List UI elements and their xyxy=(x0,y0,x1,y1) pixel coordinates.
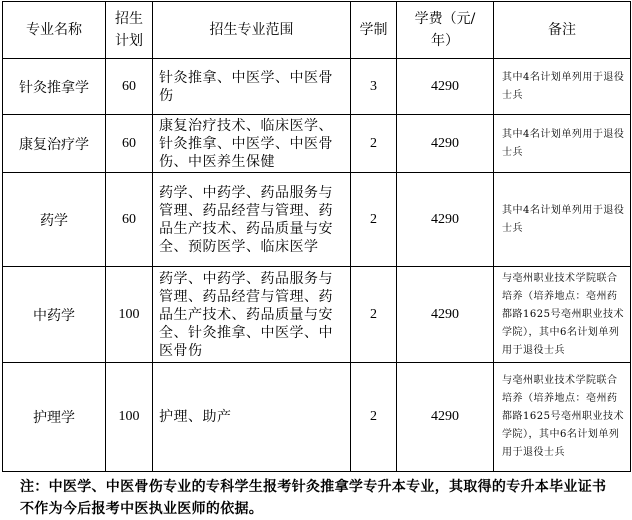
header-tuition xyxy=(397,2,494,59)
table-row xyxy=(3,363,631,472)
cell-quota: 100 xyxy=(106,267,153,363)
cell-quota: 100 xyxy=(106,363,153,472)
cell-quota: 60 xyxy=(106,173,153,267)
cell-major: 药学 xyxy=(3,173,106,267)
header-quota xyxy=(106,2,153,59)
cell-duration: 2 xyxy=(351,267,397,363)
cell-major: 中药学 xyxy=(3,267,106,363)
table-row xyxy=(3,267,631,363)
cell-tuition: 4290 xyxy=(397,267,494,363)
cell-major: 针灸推拿学 xyxy=(3,59,106,115)
cell-duration: 2 xyxy=(351,115,397,173)
cell-scope: 针灸推拿、中医学、中医骨伤 xyxy=(153,59,351,115)
cell-scope: 护理、助产 xyxy=(153,363,351,472)
cell-tuition: 4290 xyxy=(397,59,494,115)
table-row xyxy=(3,59,631,115)
cell-major: 护理学 xyxy=(3,363,106,472)
table-row xyxy=(3,173,631,267)
cell-tuition: 4290 xyxy=(397,363,494,472)
enrollment-table xyxy=(2,1,631,472)
cell-scope: 药学、中药学、药品服务与管理、药品经营与管理、药品生产技术、药品质量与安全、预防医学、临床医学 xyxy=(153,173,351,267)
cell-duration: 3 xyxy=(351,59,397,115)
header-remarks: 备注 xyxy=(494,2,631,59)
cell-duration: 2 xyxy=(351,363,397,472)
footnote: 注：中医学、中医骨伤专业的专科学生报考针灸推拿学专升本专业，其取得的专升本毕业证书不作为今后报考中医执业医师的依据。 xyxy=(20,479,607,517)
header-scope: 招生专业范围 xyxy=(153,2,351,59)
cell-tuition: 4290 xyxy=(397,173,494,267)
header-tuition-text: 学费（元/年） xyxy=(414,11,476,49)
header-row xyxy=(3,2,631,59)
table-row xyxy=(3,115,631,173)
cell-tuition: 4290 xyxy=(397,115,494,173)
cell-remarks: 与亳州职业技术学院联合培养（培养地点：亳州药都路1625号亳州职业技术学院），其中6名计划单列用于退役士兵 xyxy=(494,363,631,472)
header-quota-text: 招生计划 xyxy=(115,11,143,49)
cell-duration: 2 xyxy=(351,173,397,267)
cell-quota: 60 xyxy=(106,59,153,115)
cell-remarks: 与亳州职业技术学院联合培养（培养地点：亳州药都路1625号亳州职业技术学院），其中6名计划单列用于退役士兵 xyxy=(494,267,631,363)
cell-major: 康复治疗学 xyxy=(3,115,106,173)
cell-scope: 康复治疗技术、临床医学、针灸推拿、中医学、中医骨伤、中医养生保健 xyxy=(153,115,351,173)
cell-quota: 60 xyxy=(106,115,153,173)
cell-remarks: 其中4名计划单列用于退役士兵 xyxy=(494,173,631,267)
cell-remarks: 其中4名计划单列用于退役士兵 xyxy=(494,115,631,173)
cell-remarks: 其中4名计划单列用于退役士兵 xyxy=(494,59,631,115)
header-major: 专业名称 xyxy=(3,2,106,59)
cell-scope: 药学、中药学、药品服务与管理、药品经营与管理、药品生产技术、药品质量与安全、针灸推拿、中医学、中医骨伤 xyxy=(153,267,351,363)
header-duration: 学制 xyxy=(351,2,397,59)
